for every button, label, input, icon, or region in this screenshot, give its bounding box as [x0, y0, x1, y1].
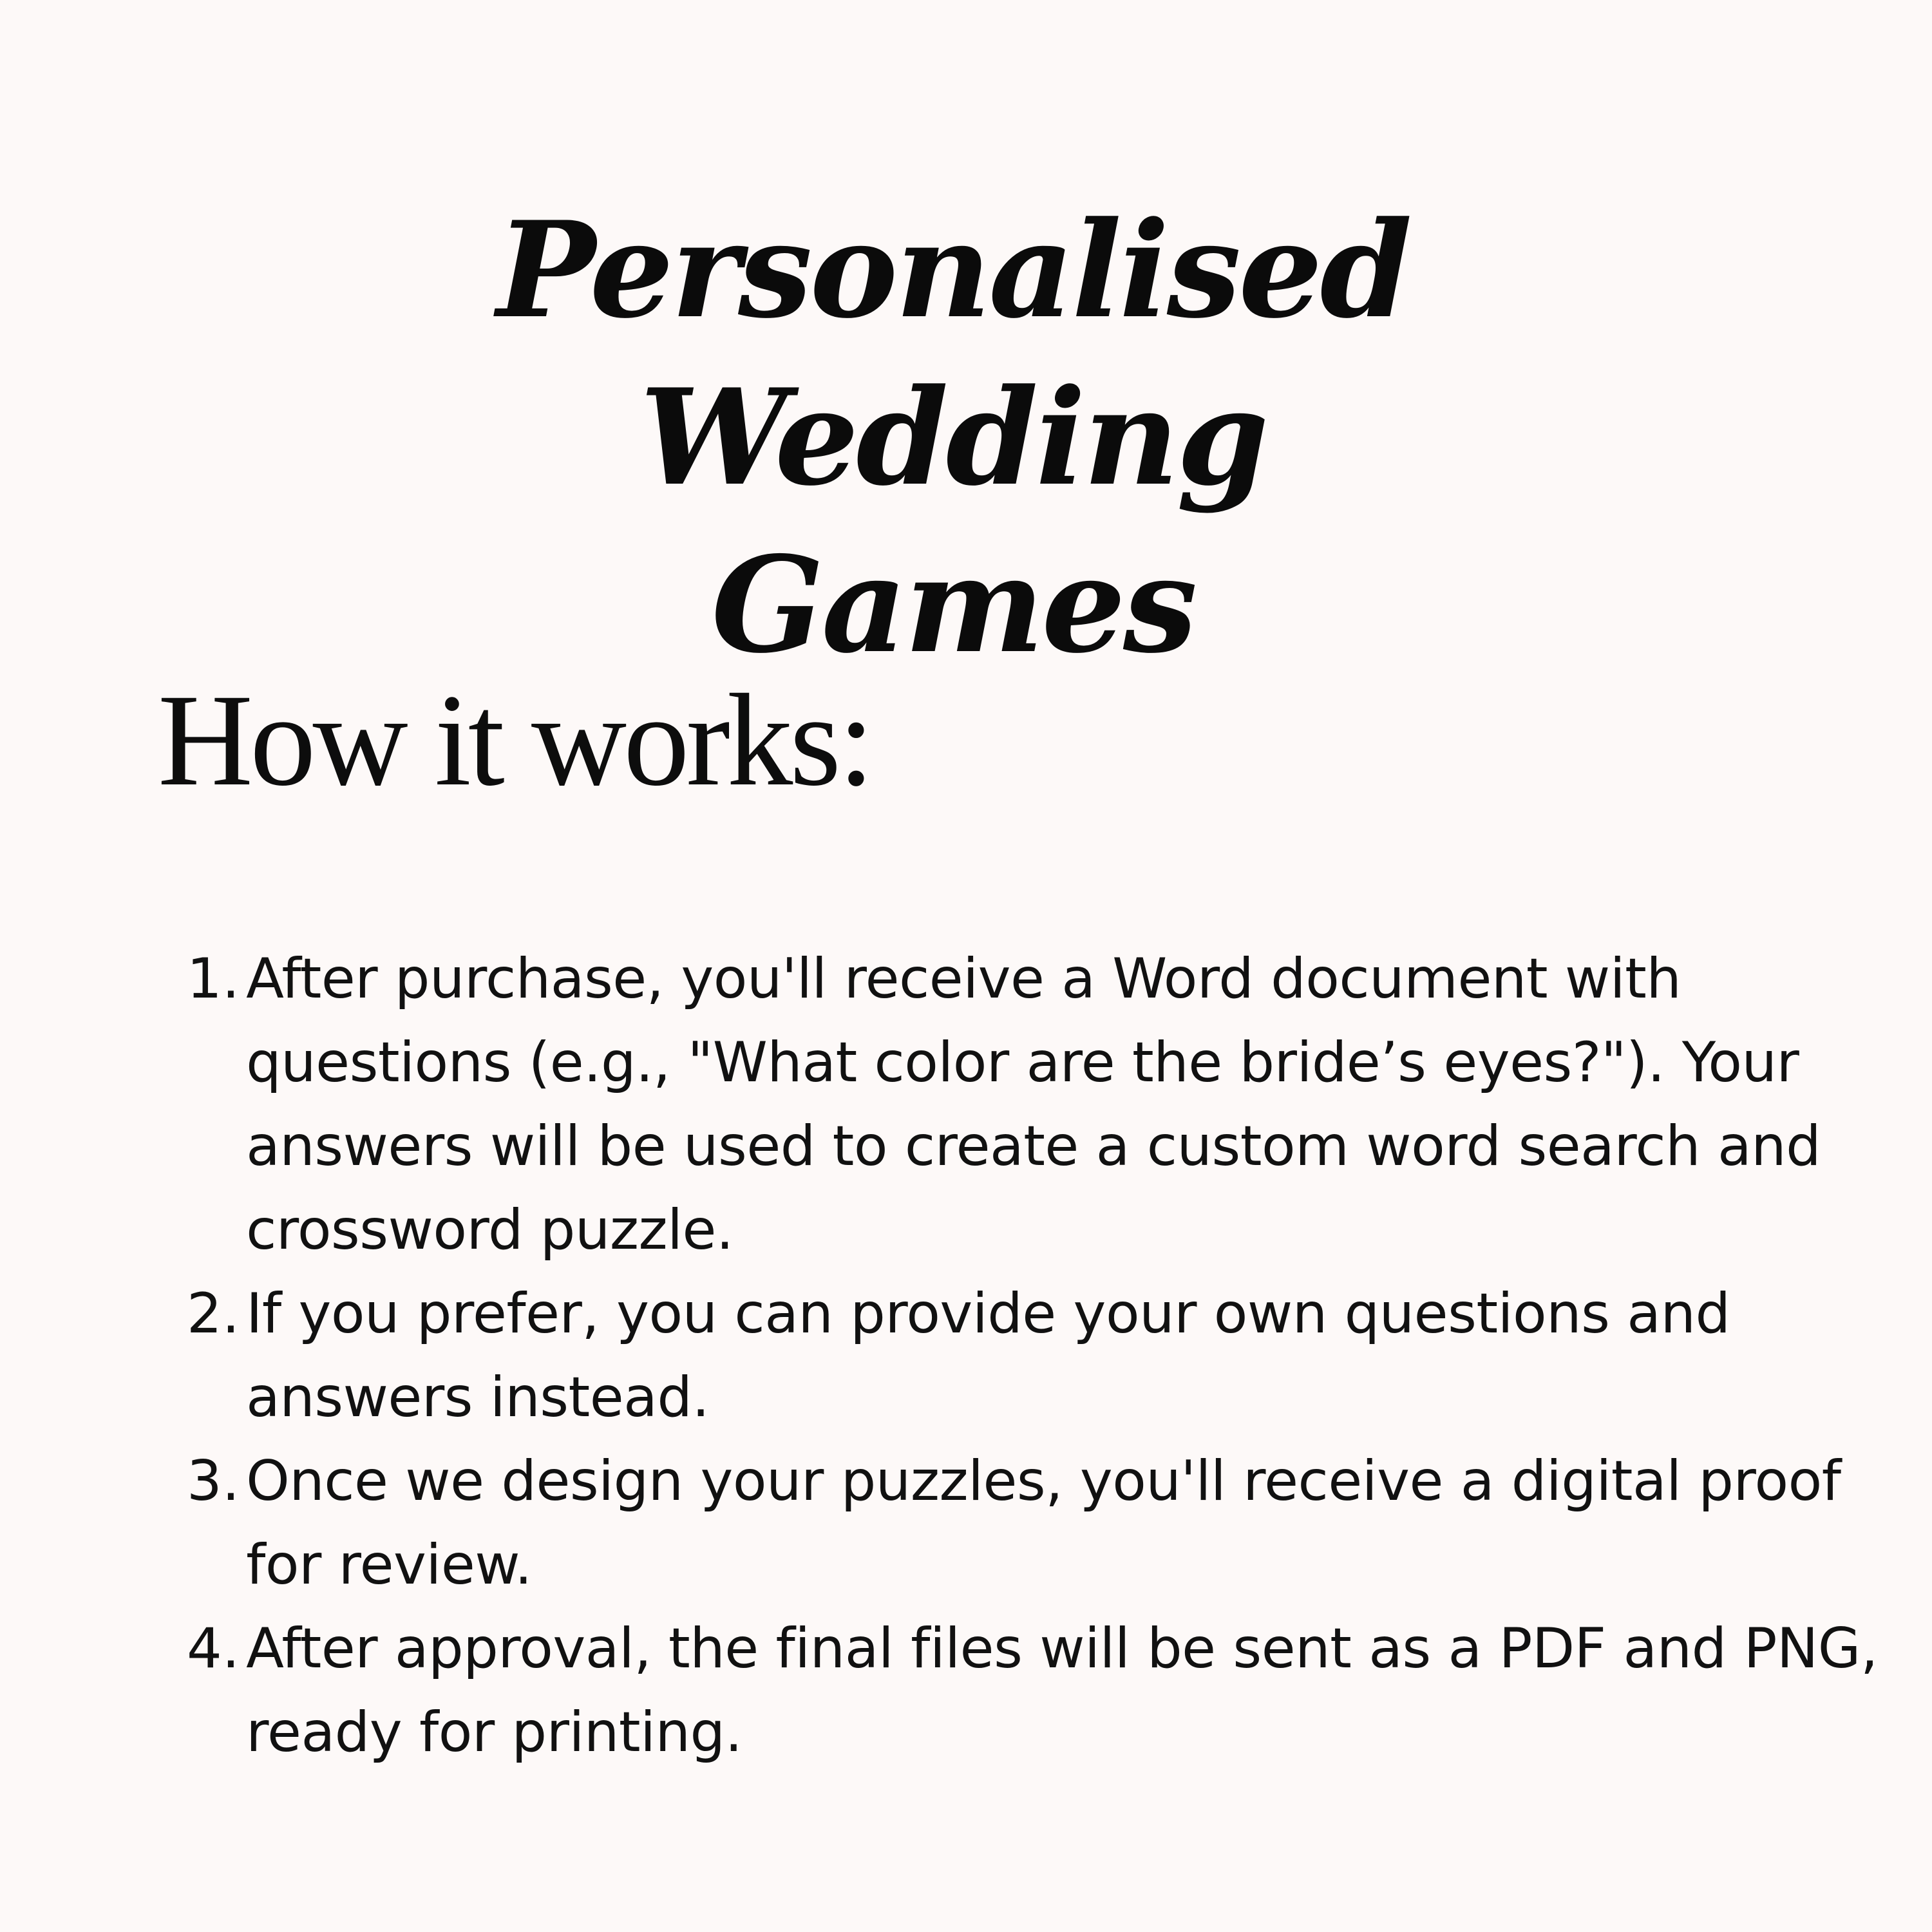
step-number: 1.	[187, 947, 240, 1011]
step-text: Once we design your puzzles, you'll receive a digital proof for review.	[246, 1449, 1841, 1597]
step-item-2	[187, 1272, 1887, 1439]
step-number: 3.	[187, 1449, 240, 1513]
section-heading: How it works:	[158, 667, 872, 813]
step-item-3	[187, 1439, 1887, 1607]
step-item-4	[187, 1607, 1887, 1774]
step-item-1	[187, 937, 1887, 1272]
step-number: 4.	[187, 1616, 240, 1681]
page-title	[213, 187, 1694, 689]
step-text: If you prefer, you can provide your own questions and answers instead.	[246, 1282, 1730, 1430]
title-line-1: Personalised Wedding	[496, 193, 1410, 515]
step-text: After purchase, you'll receive a Word document with questions (e.g., "What color are the bride’s eyes?"). Your answers will be used to create a custom word search and crossword puzzle.	[246, 947, 1821, 1262]
title-line-2: Games	[711, 528, 1195, 683]
step-number: 2.	[187, 1282, 240, 1346]
step-text: After approval, the final files will be sent as a PDF and PNG, ready for printing.	[246, 1616, 1878, 1765]
steps-list	[187, 937, 1887, 1774]
